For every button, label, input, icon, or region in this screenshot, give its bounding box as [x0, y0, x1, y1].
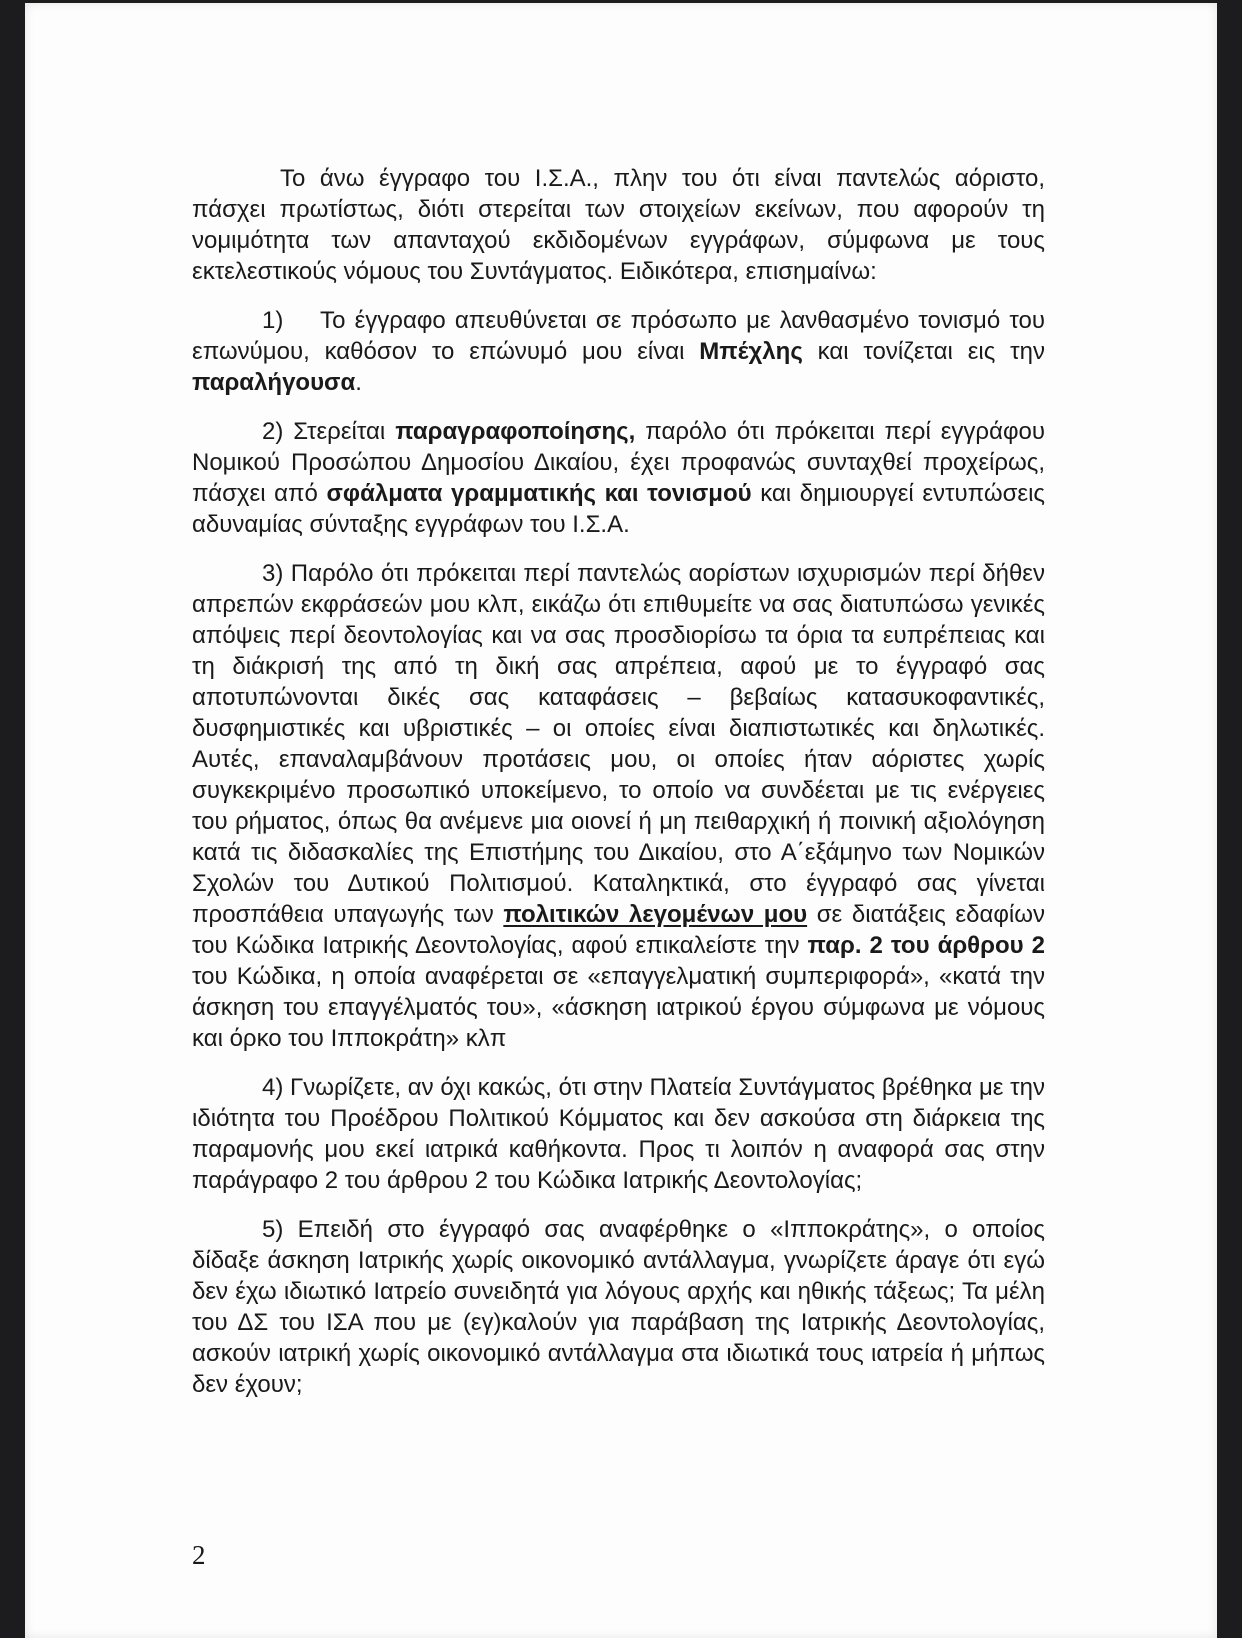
body-text: .: [355, 369, 362, 396]
emphasis-text: πολιτικών λεγομένων μου: [503, 901, 808, 928]
body-text: σε διατάξεις εδαφίων του Κώδικα Ιατρικής Δεοντολογίας, αφού επικαλείστε την: [192, 901, 1045, 959]
emphasis-text: παραγραφοποίησης,: [395, 418, 636, 445]
page-number: 2: [192, 1540, 206, 1570]
body-text: 2) Στερείται: [262, 418, 396, 445]
body-text: 5) Επειδή στο έγγραφό σας αναφέρθηκε ο «Ιπποκράτης», ο οποίος δίδαξε άσκηση Ιατρικής χωρίς οικονομικό αντάλλαγμα, γνωρίζετε άραγε ότι εγώ δεν έχω ιδιωτικό Ιατρείο συνειδητά για λόγους αρχής και ηθικής τάξεως; Τα μέλη του ΔΣ του ΙΣΑ που με (εγ)καλούν για παράβαση της Ιατρικής Δεοντολογίας, ασκούν ιατρική χωρίς οικονομικό αντάλλαγμα στα ιδιωτικά τους ιατρεία ή μήπως δεν έχουν;: [192, 1216, 1045, 1398]
paragraph-item-2: [192, 416, 1045, 540]
emphasis-text: παρ. 2 του άρθρου 2: [807, 932, 1045, 959]
body-text: 3) Παρόλο ότι πρόκειται περί παντελώς αορίστων ισχυρισμών περί δήθεν απρεπών εκφράσεών μου κλπ, εικάζω ότι επιθυμείτε να σας διατυπώσω γενικές απόψεις περί δεοντολογίας και να σας προσδιορίσω τα όρια τα ευπρέπειας και τη διάκρισή της από τη δική σας απρέπεια, αφού με το έγγραφό σας αποτυπώνονται δικές σας καταφάσεις – βεβαίως κατασυκοφαντικές, δυσφημιστικές και υβριστικές – οι οποίες είναι διαπιστωτικές και δηλωτικές. Αυτές, επαναλαμβάνουν προτάσεις μου, οι οποίες ήταν αόριστες χωρίς συγκεκριμένο προσωπικό υποκείμενο, το οποίο να συνδέεται με τις ενέργειες του ρήματος, όπως θα ανέμενε μια οιονεί ή μη πειθαρχική ή ποινική αξιολόγηση κατά τις διδασκαλίες της Επιστήμης του Δικαίου, στο Α΄εξάμηνο των Νομικών Σχολών του Δυτικού Πολιτισμού. Καταληκτικά, στο έγγραφό σας γίνεται προσπάθεια υπαγωγής των: [192, 560, 1045, 928]
body-text: 1) Το έγγραφο απευθύνεται σε πρόσωπο με λανθασμένο τονισμό του επωνύμου, καθόσον το επώνυμό μου είναι: [192, 307, 1045, 365]
emphasis-text: παραλήγουσα: [192, 369, 356, 396]
body-text: Το άνω έγγραφο του Ι.Σ.Α., πλην του ότι είναι παντελώς αόριστο, πάσχει πρωτίστως, διότι στερείται των στοιχείων εκείνων, που αφορούν τη νομιμότητα των απανταχού εκδιδομένων εγγράφων, σύμφωνα με τους εκτελεστικούς νόμους του Συντάγματος. Ειδικότερα, επισημαίνω:: [192, 165, 1045, 285]
paragraph-item-5: [192, 1214, 1045, 1400]
document-text: [192, 163, 1045, 1418]
body-text: και τονίζεται εις την: [802, 338, 1045, 365]
paragraph-intro: [192, 163, 1045, 287]
emphasis-text: σφάλματα γραμματικής και τονισμού: [326, 480, 752, 507]
body-text: παρόλο ότι πρόκειται περί εγγράφου Νομικού Προσώπου Δημοσίου Δικαίου, έχει προφανώς συνταχθεί προχείρως, πάσχει από: [192, 418, 1045, 507]
body-text: του Κώδικα, η οποία αναφέρεται σε «επαγγελματική συμπεριφορά», «κατά την άσκηση του επαγγέλματός του», «άσκηση ιατρικού έργου σύμφωνα με νόμους και όρκο του Ιπποκράτη» κλπ: [192, 963, 1045, 1052]
document-page: [25, 3, 1217, 1638]
paragraph-item-1: [192, 305, 1045, 398]
paragraph-item-3: [192, 558, 1045, 1054]
body-text: 4) Γνωρίζετε, αν όχι κακώς, ότι στην Πλατεία Συντάγματος βρέθηκα με την ιδιότητα του Προέδρου Πολιτικού Κόμματος και δεν ασκούσα στη διάρκεια της παραμονής μου εκεί ιατρικά καθήκοντα. Προς τι λοιπόν η αναφορά σας στην παράγραφο 2 του άρθρου 2 του Κώδικα Ιατρικής Δεοντολογίας;: [192, 1074, 1045, 1194]
emphasis-text: Μπέχλης: [699, 338, 803, 365]
body-text: και δημιουργεί εντυπώσεις αδυναμίας σύνταξης εγγράφων του Ι.Σ.Α.: [192, 480, 1045, 538]
paragraph-item-4: [192, 1072, 1045, 1196]
